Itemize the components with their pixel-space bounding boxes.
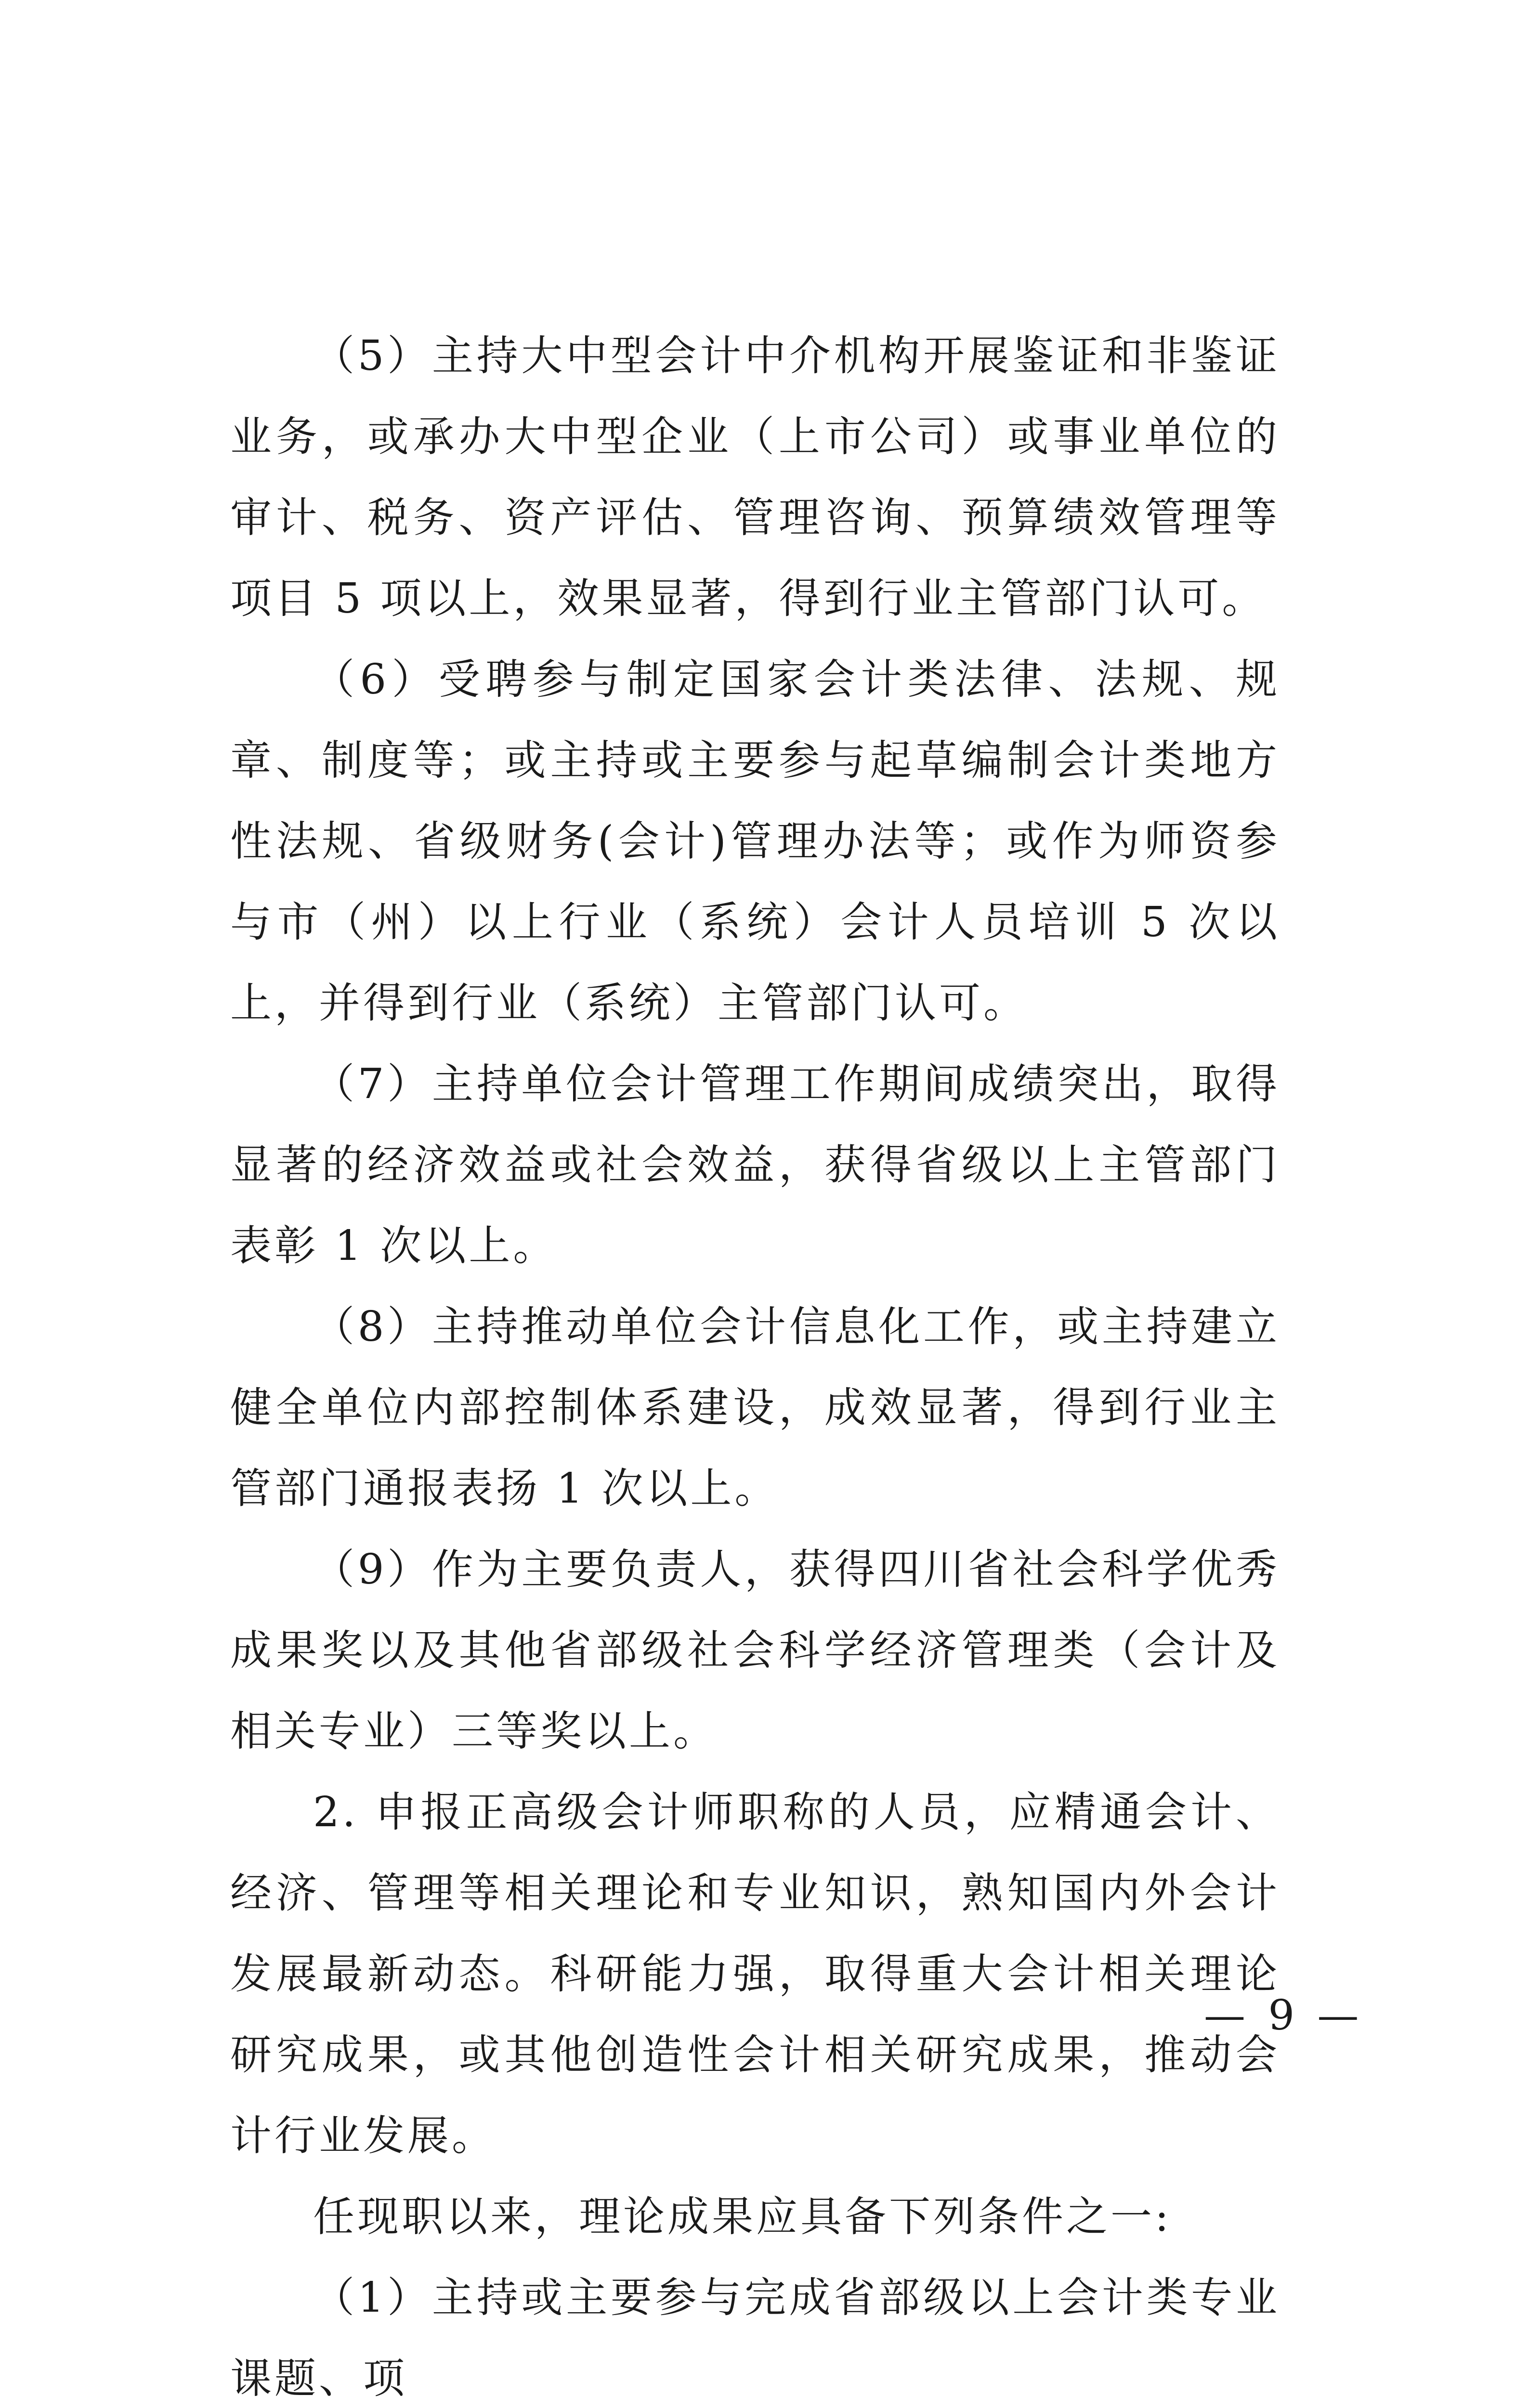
paragraph-item-7: （7）主持单位会计管理工作期间成绩突出，取得显著的经济效益或社会效益，获得省级以上主管部门表彰 1 次以上。 [230,1060,1280,1270]
paragraph-item-5: （5）主持大中型会计中介机构开展鉴证和非鉴证业务，或承办大中型企业（上市公司）或事业单位的审计、税务、资产评估、管理咨询、预算绩效管理等项目 5 项以上，效果显著，得到行业主管部门认可。 [230,332,1280,623]
page-number: — 9 — [1204,1991,1364,2040]
paragraph-section-2: 2. 申报正高级会计师职称的人员，应精通会计、经济、管理等相关理论和专业知识，熟知国内外会计发展最新动态。科研能力强，取得重大会计相关理论研究成果，或其他创造性会计相关研究成果，推动会计行业发展。 [230,1788,1280,2160]
paragraph-item-6: （6）受聘参与制定国家会计类法律、法规、规章、制度等；或主持或主要参与起草编制会计类地方性法规、省级财务(会计)管理办法等；或作为师资参与市（州）以上行业（系统）会计人员培训 5 次以上，并得到行业（系统）主管部门认可。 [230,655,1280,1027]
paragraph-item-9: （9）作为主要负责人，获得四川省社会科学优秀成果奖以及其他省部级社会科学经济管理类（会计及相关专业）三等奖以上。 [230,1545,1280,1755]
document-body [230,315,1280,2408]
paragraph-condition-1: （1）主持或主要参与完成省部级以上会计类专业课题、项 [230,2274,1280,2403]
paragraph-conditions-intro: 任现职以来，理论成果应具备下列条件之一: [313,2193,1172,2241]
paragraph-item-8: （8）主持推动单位会计信息化工作，或主持建立健全单位内部控制体系建设，成效显著，得到行业主管部门通报表扬 1 次以上。 [230,1303,1280,1513]
